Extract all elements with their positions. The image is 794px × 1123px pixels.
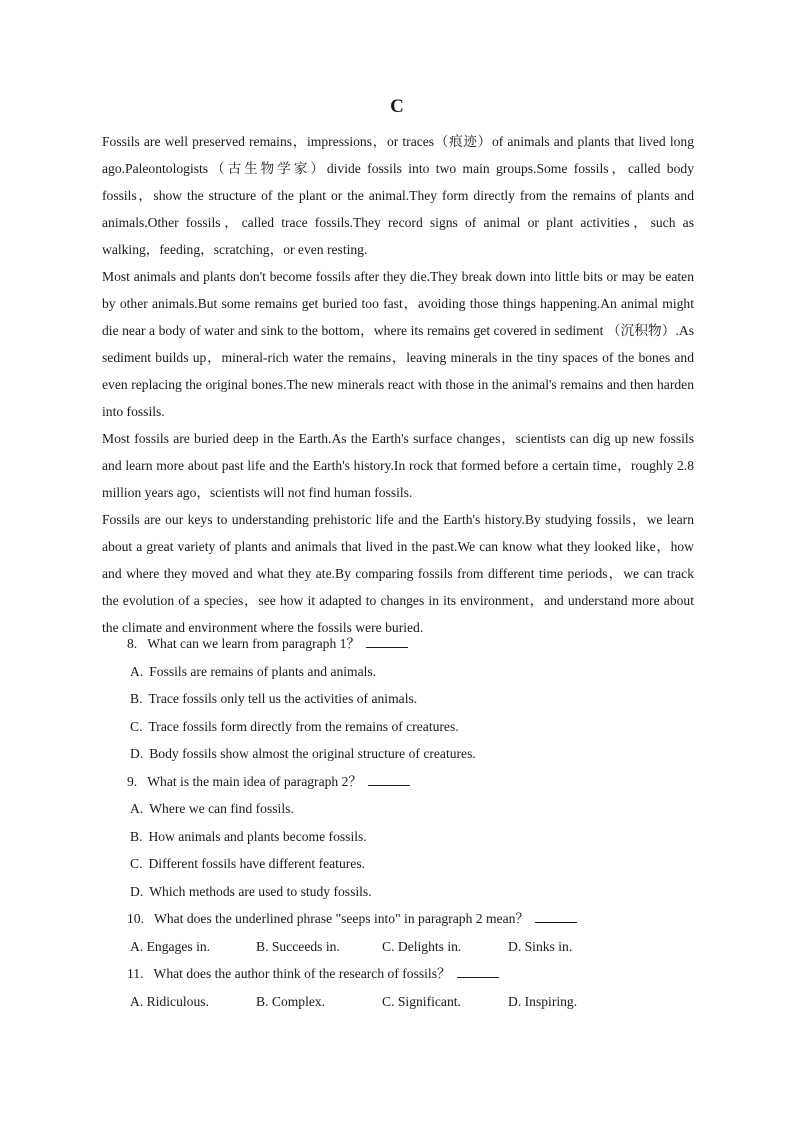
option-text: Inspiring. bbox=[524, 993, 578, 1009]
option-11a[interactable] bbox=[130, 988, 256, 1016]
option-text: Trace fossils only tell us the activities of animals. bbox=[148, 691, 418, 706]
question-11 bbox=[102, 960, 702, 988]
option-letter: C. bbox=[130, 856, 143, 871]
answer-blank[interactable] bbox=[366, 633, 408, 648]
option-letter: A. bbox=[130, 663, 144, 679]
option-letter: B. bbox=[130, 691, 143, 706]
option-8c[interactable] bbox=[102, 713, 702, 741]
question-number: 9. bbox=[127, 773, 138, 789]
option-11b[interactable] bbox=[256, 988, 382, 1016]
option-letter: C. bbox=[382, 938, 395, 954]
option-10d[interactable] bbox=[508, 933, 634, 961]
section-title: C bbox=[390, 96, 404, 117]
option-text: Delights in. bbox=[397, 938, 462, 954]
passage-paragraph-2: Most animals and plants don't become fossils after they die.They break down into little bits or may be eaten by other animals.But some remains get buried too fast，avoiding those things happening.An animal might die near a body of water and sink to the bottom，where its remains get covered in sediment （沉积物）.As sediment builds up，mineral-rich water the remains，leaving minerals in the tiny spaces of the bones and even replacing the original bones.The new minerals react with those in the animal's remains and then harden into fossils. bbox=[102, 269, 694, 419]
passage-paragraph-1: Fossils are well preserved remains，impressions，or traces（痕迹）of animals and plants that lived long ago.Paleontologists（古生物学家）divide fossils into two main groups.Some fossils，called body fossils，show the structure of the plant or the animal.They form directly from the remains of plants and animals.Other fossils，called trace fossils.They record signs of animal or plant activities，such as walking，feeding，scratching，or even resting. bbox=[102, 134, 694, 257]
option-text: Sinks in. bbox=[524, 938, 573, 954]
option-8b[interactable] bbox=[102, 685, 702, 713]
option-letter: C. bbox=[382, 993, 395, 1009]
option-text: Trace fossils form directly from the remains of creatures. bbox=[148, 718, 459, 734]
option-9d[interactable] bbox=[102, 878, 702, 906]
option-text: How animals and plants become fossils. bbox=[148, 828, 367, 844]
question-stem: What does the underlined phrase "seeps into" in paragraph 2 mean？ bbox=[154, 911, 529, 926]
option-letter: D. bbox=[130, 883, 144, 899]
option-text: Body fossils show almost the original structure of creatures. bbox=[149, 746, 476, 761]
option-letter: D. bbox=[508, 993, 522, 1009]
question-number: 11. bbox=[127, 966, 144, 981]
option-text: Different fossils have different features. bbox=[148, 856, 366, 871]
option-9a[interactable] bbox=[102, 795, 702, 823]
option-letter: A. bbox=[130, 938, 144, 954]
option-11d[interactable] bbox=[508, 988, 634, 1016]
option-10b[interactable] bbox=[256, 933, 382, 961]
option-letter: B. bbox=[130, 828, 143, 844]
question-stem: What is the main idea of paragraph 2？ bbox=[147, 773, 362, 789]
option-letter: D. bbox=[130, 746, 144, 761]
option-letter: B. bbox=[256, 993, 269, 1009]
option-text: Engages in. bbox=[146, 938, 211, 954]
question-number: 8. bbox=[127, 636, 138, 651]
question-9 bbox=[102, 768, 702, 796]
option-text: Significant. bbox=[397, 993, 461, 1009]
option-letter: D. bbox=[508, 938, 522, 954]
option-letter: C. bbox=[130, 718, 143, 734]
option-8a[interactable] bbox=[102, 658, 702, 686]
options-row-11 bbox=[102, 988, 702, 1016]
passage-paragraph-3: Most fossils are buried deep in the Earth.As the Earth's surface changes，scientists can dig up new fossils and learn more about past life and the Earth's history.In rock that formed before a certain time，roughly 2.8 million years ago，scientists will not find human fossils. bbox=[102, 431, 694, 500]
option-text: Complex. bbox=[271, 993, 326, 1009]
question-8 bbox=[102, 630, 702, 658]
option-letter: A. bbox=[130, 993, 144, 1009]
answer-blank[interactable] bbox=[368, 771, 410, 786]
option-9c[interactable] bbox=[102, 850, 702, 878]
option-text: Which methods are used to study fossils. bbox=[149, 883, 372, 899]
question-list bbox=[102, 630, 702, 1015]
option-text: Succeeds in. bbox=[271, 938, 340, 954]
option-10a[interactable] bbox=[130, 933, 256, 961]
question-10 bbox=[102, 905, 702, 933]
option-10c[interactable] bbox=[382, 933, 508, 961]
passage-paragraph-4: Fossils are our keys to understanding prehistoric life and the Earth's history.By studying fossils，we learn about a great variety of plants and animals that lived in the past.We can know what they looked like，how and where they moved and what they ate.By comparing fossils from different time periods，we can track the evolution of a species，see how it adapted to changes in its environment，and understand more about the climate and environment where the fossils were buried. bbox=[102, 512, 694, 635]
reading-passage bbox=[102, 128, 694, 641]
option-letter: A. bbox=[130, 801, 144, 816]
question-stem: What does the author think of the research of fossils？ bbox=[153, 966, 451, 981]
option-text: Fossils are remains of plants and animals. bbox=[149, 663, 377, 679]
answer-blank[interactable] bbox=[457, 963, 499, 978]
option-9b[interactable] bbox=[102, 823, 702, 851]
answer-blank[interactable] bbox=[535, 908, 577, 923]
question-stem: What can we learn from paragraph 1？ bbox=[147, 636, 361, 651]
option-11c[interactable] bbox=[382, 988, 508, 1016]
option-8d[interactable] bbox=[102, 740, 702, 768]
option-text: Ridiculous. bbox=[146, 993, 209, 1009]
option-text: Where we can find fossils. bbox=[149, 801, 294, 816]
option-letter: B. bbox=[256, 938, 269, 954]
question-number: 10. bbox=[127, 911, 144, 926]
options-row-10 bbox=[102, 933, 702, 961]
